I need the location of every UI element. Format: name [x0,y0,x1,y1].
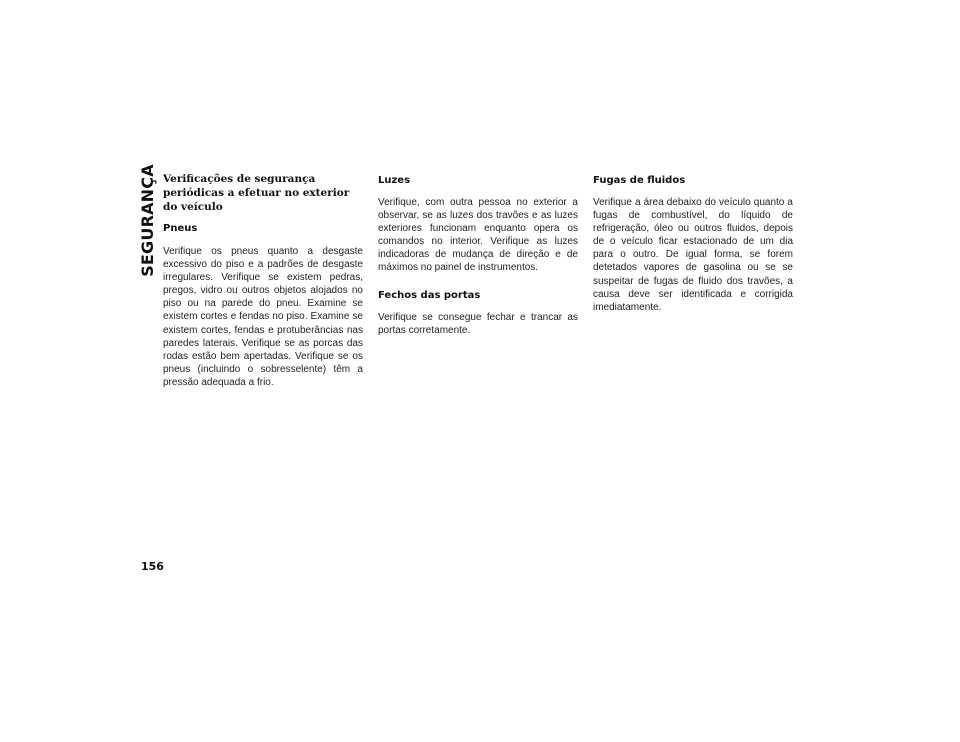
paragraph-luzes: Verifique, com outra pessoa no exterior a observar, se as luzes dos travões e as luzes exteriores funcionam enquanto opera os comandos no interior. Verifique as luzes indicadoras de mudança de direção e de máximos no painel de instrumentos. [378,197,578,274]
column-2 [378,172,578,347]
paragraph-fugas-fluidos: Verifique a área debaixo do veículo quanto a fugas de combustível, do líquido de refrigeração, óleo ou outros fluidos, depois de o veículo ficar estacionado de um dia para o outro. De igual forma, se forem detetados vapores de gasolina ou se se suspeitar de fugas de fluido dos travões, a causa deve ser identificada e corrigida imediatamente. [593,197,793,313]
heading-fechos-portas: Fechos das portas [378,289,481,301]
section-tab [136,163,158,277]
column-1 [163,172,363,399]
main-heading: Verificações de segurança periódicas a efetuar no exterior do veículo [163,173,350,213]
section-tab-label: SEGURANÇA [137,163,157,277]
page-number: 156 [141,560,164,573]
heading-pneus: Pneus [163,223,198,234]
heading-fugas-fluidos: Fugas de fluidos [593,175,686,186]
paragraph-pneus: Verifique os pneus quanto a desgaste excessivo do piso e a padrões de desgaste irregulares. Verifique se existem pedras, pregos, vidro ou outros objetos alojados no piso ou na parede do pneu. Examine se existem cortes e fendas no piso. Examine se existem cortes, fendas e protuberâncias nas paredes laterais. Verifique se as porcas das rodas estão bem apertadas. Verifique se os pneus (incluindo o sobresselente) têm a pressão adequada a frio. [163,246,363,388]
heading-luzes: Luzes [378,175,411,186]
column-3 [593,172,793,324]
paragraph-fechos-portas: Verifique se consegue fechar e trancar as portas corretamente. [378,311,578,336]
